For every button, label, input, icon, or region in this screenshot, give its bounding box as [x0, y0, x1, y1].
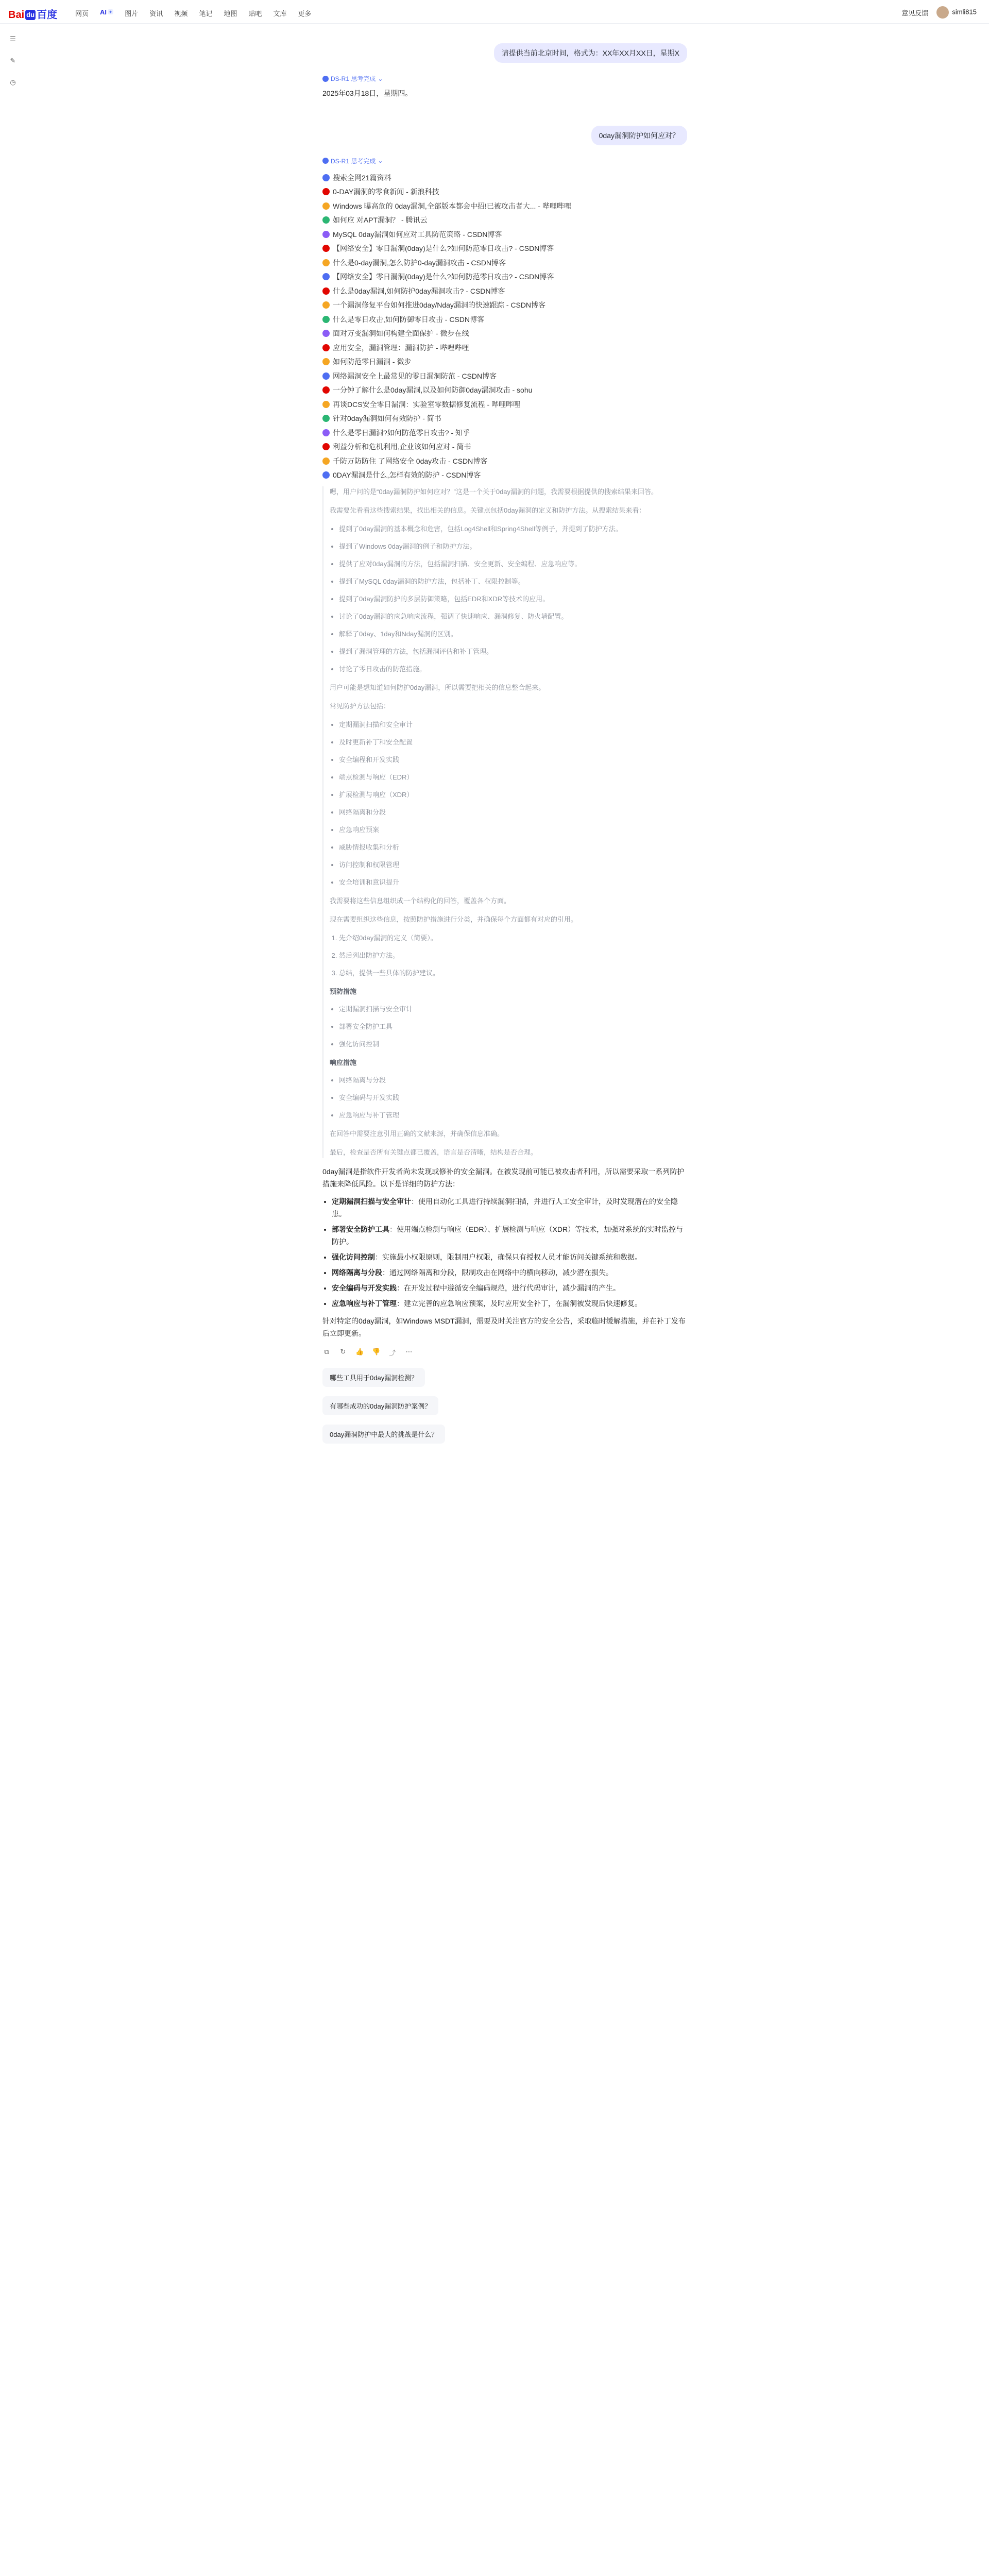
thinking-bullet: • 定期漏洞扫描与安全审计 — [339, 1004, 687, 1015]
thinking-step: 1. 先介绍0day漏洞的定义（简要）。 — [339, 933, 687, 944]
thinking-bullet: • 强化访问控制 — [339, 1039, 687, 1050]
reference-item[interactable] — [322, 440, 687, 454]
source-icon — [322, 216, 330, 224]
reference-item[interactable] — [322, 171, 687, 185]
reference-item[interactable] — [322, 284, 687, 298]
thinking-steps — [339, 933, 687, 979]
source-icon — [322, 174, 330, 181]
deepseek-icon — [322, 158, 329, 164]
reference-title: MySQL 0day漏洞如何应对工具防范策略 - CSDN博客 — [333, 230, 502, 239]
message-actions — [322, 1348, 687, 1358]
tab-web[interactable]: 网页 — [75, 10, 89, 18]
user-menu[interactable]: simli815 — [936, 6, 977, 19]
thinking-subheading: 响应措施 — [330, 1059, 357, 1066]
answer-item: • 强化访问控制：实施最小权限原则，限制用户权限，确保只有授权人员才能访问关键系统和数据。 — [332, 1251, 687, 1263]
reference-title: 如何防范零日漏洞 - 微步 — [333, 358, 412, 366]
source-icon — [322, 401, 330, 408]
avatar — [936, 6, 949, 19]
reference-item[interactable] — [322, 298, 687, 313]
thinking-bullet: • 访问控制和权限管理 — [339, 859, 687, 871]
answer-list — [332, 1195, 687, 1310]
reference-item[interactable] — [322, 327, 687, 341]
reference-title: 千防万防防住 了网络安全 0day攻击 - CSDN博客 — [333, 456, 488, 465]
reference-title: 利益分析和危机利用,企业该如何应对 - 简书 — [333, 443, 471, 451]
thinking-bullet: • 提到了0day漏洞防护的多层防御策略，包括EDR和XDR等技术的应用。 — [339, 594, 687, 605]
thinking-bullet: • 提到了漏洞管理的方法，包括漏洞评估和补丁管理。 — [339, 646, 687, 657]
reference-item[interactable] — [322, 355, 687, 369]
source-icon — [322, 301, 330, 309]
thinking-bullet: • 提供了应对0day漏洞的方法，包括漏洞扫描、安全更新、安全编程、应急响应等。 — [339, 558, 687, 570]
top-right — [901, 6, 977, 19]
source-icon — [322, 330, 330, 337]
reference-item[interactable] — [322, 426, 687, 440]
thinking-text: 常见防护方法包括： — [330, 702, 390, 710]
reference-item[interactable] — [322, 454, 687, 468]
reference-title: 什么是零日漏洞?如何防范零日攻击? - 知乎 — [333, 428, 470, 437]
reference-title: 如何应 对APT漏洞？ - 腾讯云 — [333, 216, 428, 225]
thinking-text: 我需要将这些信息组织成一个结构化的回答，覆盖各个方面。 — [330, 897, 511, 905]
source-icon — [322, 202, 330, 210]
answer-item-title: 应急响应与补丁管理 — [332, 1299, 397, 1308]
answer-item-title: 网络隔离与分段 — [332, 1268, 382, 1277]
source-icon — [322, 259, 330, 266]
thinking-bullet: • 提到了0day漏洞的基本概念和危害，包括Log4Shell和Spring4Shell等例子，并提到了防护方法。 — [339, 523, 687, 535]
sidebar — [0, 24, 23, 127]
reference-title: 0-DAY漏洞的零食新闻 - 新浪科技 — [333, 188, 439, 196]
answer-item-title: 定期漏洞扫描与安全审计 — [332, 1197, 411, 1206]
reference-title: 什么是零日攻击,如何防御零日攻击 - CSDN博客 — [333, 315, 484, 324]
suggested-question[interactable]: 哪些工具用于0day漏洞检测？ — [322, 1368, 425, 1387]
thinking-bullet: • 扩展检测与响应（XDR） — [339, 789, 687, 801]
thinking-bullet: • 解释了0day、1day和Nday漏洞的区别。 — [339, 629, 687, 640]
thinking-bullet: • 讨论了零日攻击的防范措施。 — [339, 664, 687, 675]
thinking-bullet: • 提到了Windows 0day漏洞的例子和防护方法。 — [339, 541, 687, 552]
reference-title: 什么是0-day漏洞,怎么防护0-day漏洞攻击 - CSDN博客 — [333, 258, 506, 267]
thinking-text: 我需要先看看这些搜索结果，找出相关的信息。关键点包括0day漏洞的定义和防护方法。从搜索结果来看： — [330, 506, 646, 514]
answer-item-text: 在开发过程中遵循安全编码规范，进行代码审计，减少漏洞的产生。 — [404, 1284, 620, 1292]
thinking-text: 现在需要组织这些信息，按照防护措施进行分类，并确保每个方面都有对应的引用。 — [330, 916, 578, 923]
reference-title: 【网络安全】零日漏洞(0day)是什么?如何防范零日攻击? - CSDN博客 — [333, 244, 554, 253]
answer-item-text: 实施最小权限原则，限制用户权限，确保只有授权人员才能访问关键系统和数据。 — [382, 1253, 642, 1261]
chevron-down-icon: ⌄ — [378, 157, 383, 164]
thinking-process — [322, 486, 687, 1158]
source-icon — [322, 386, 330, 394]
tab-news[interactable]: 资讯 — [149, 10, 163, 18]
thinking-step: 2. 然后列出防护方法。 — [339, 950, 687, 961]
nav-tabs — [75, 8, 311, 18]
answer-item-title: 部署安全防护工具 — [332, 1225, 389, 1233]
dislike-icon[interactable]: 👎 — [372, 1348, 381, 1355]
source-icon — [322, 287, 330, 295]
reference-item[interactable] — [322, 383, 687, 398]
user-message: 0day漏洞防护如何应对？ — [591, 126, 687, 145]
tab-notes[interactable]: 笔记 — [199, 10, 213, 18]
thinking-list — [339, 523, 687, 675]
thinking-step: 3. 总结，提供一些具体的防护建议。 — [339, 968, 687, 979]
source-icon — [322, 358, 330, 365]
source-icon — [322, 245, 330, 252]
reference-item[interactable] — [322, 412, 687, 426]
assistant-message: 2025年03月18日，星期四。 — [322, 89, 413, 97]
model-status[interactable]: DS-R1 思考完成 ⌄ — [322, 157, 383, 165]
tab-images[interactable]: 图片 — [125, 10, 139, 18]
tab-ai[interactable]: AI + — [100, 8, 113, 18]
source-icon — [322, 273, 330, 280]
thinking-bullet: • 网络隔离与分段 — [339, 1075, 687, 1086]
thinking-text: 嗯，用户问的是“0day漏洞防护如何应对？”这是一个关于0day漏洞的问题，我需要根据提供的搜索结果来回答。 — [330, 488, 658, 496]
thinking-list — [339, 1004, 687, 1050]
reference-item[interactable] — [322, 341, 687, 355]
thinking-bullet: • 端点检测与响应（EDR） — [339, 772, 687, 783]
reference-list — [322, 171, 687, 482]
thinking-bullet: • 应急响应与补丁管理 — [339, 1110, 687, 1121]
conversation — [322, 31, 687, 1453]
thinking-bullet: • 讨论了0day漏洞的应急响应流程，强调了快速响应、漏洞修复、防火墙配置。 — [339, 611, 687, 622]
thinking-bullet: • 及时更新补丁和安全配置 — [339, 737, 687, 748]
deepseek-icon — [322, 76, 329, 82]
reference-item[interactable] — [322, 185, 687, 199]
answer-item-text: 建立完善的应急响应预案，及时应用安全补丁，在漏洞被发现后快速修复。 — [404, 1299, 642, 1308]
reference-item[interactable] — [322, 468, 687, 483]
thinking-bullet: • 定期漏洞扫描和安全审计 — [339, 719, 687, 731]
reference-item[interactable] — [322, 213, 687, 228]
reference-title: 针对0day漏洞如何有效防护 - 简书 — [333, 414, 441, 423]
reference-item[interactable] — [322, 270, 687, 284]
refresh-icon[interactable]: ↻ — [340, 1348, 346, 1355]
answer-item: • 部署安全防护工具：使用端点检测与响应（EDR）、扩展检测与响应（XDR）等技术，加强对系统的实时监控与防护。 — [332, 1223, 687, 1248]
history-icon[interactable]: ◷ — [10, 78, 16, 86]
thinking-bullet: • 安全编码与开发实践 — [339, 1092, 687, 1104]
answer-item: • 定期漏洞扫描与安全审计：使用自动化工具进行持续漏洞扫描，并进行人工安全审计，及时发现潜在的安全隐患。 — [332, 1195, 687, 1220]
top-bar — [0, 0, 989, 24]
reference-title: 网络漏洞安全上最常见的零日漏洞防范 - CSDN博客 — [333, 371, 497, 380]
answer-intro: 0day漏洞是指软件开发者尚未发现或修补的安全漏洞。在被发现前可能已被攻击者利用，所以需要采取一系列防护措施来降低风险。以下是详细的防护方法： — [322, 1167, 685, 1188]
reference-title: 什么是0day漏洞,如何防护0day漏洞攻击? - CSDN博客 — [333, 286, 505, 295]
chevron-down-icon: ⌄ — [378, 75, 383, 82]
thinking-bullet: • 安全培训和意识提升 — [339, 877, 687, 888]
answer-item-title: 强化访问控制 — [332, 1253, 375, 1261]
thinking-bullet: • 威胁情报收集和分析 — [339, 842, 687, 853]
answer-item-text: 使用端点检测与响应（EDR）、扩展检测与响应（XDR）等技术，加强对系统的实时监控与防护。 — [332, 1225, 684, 1246]
reference-item[interactable] — [322, 397, 687, 412]
reference-title: 一分钟了解什么是0day漏洞,以及如何防御0day漏洞攻击 - sohu — [333, 386, 533, 395]
model-status[interactable]: DS-R1 思考完成 ⌄ — [322, 74, 383, 83]
new-chat-icon[interactable]: ✎ — [10, 57, 16, 64]
thinking-text: 用户可能是想知道如何防护0day漏洞，所以需要把相关的信息整合起来。 — [330, 684, 545, 691]
answer-item-text: 通过网络隔离和分段，限制攻击在网络中的横向移动，减少潜在损失。 — [389, 1268, 613, 1277]
reference-title: 0DAY漏洞是什么,怎样有效的防护 - CSDN博客 — [333, 471, 481, 480]
more-icon[interactable]: ⋯ — [405, 1348, 413, 1355]
sidebar-toggle-icon[interactable]: ☰ — [10, 35, 16, 43]
answer-item-title: 安全编码与开发实践 — [332, 1284, 397, 1292]
thinking-bullet: • 提到了MySQL 0day漏洞的防护方法，包括补丁、权限控制等。 — [339, 576, 687, 587]
reference-item[interactable] — [322, 199, 687, 213]
thinking-bullet: • 部署安全防护工具 — [339, 1021, 687, 1032]
answer-item: • 应急响应与补丁管理：建立完善的应急响应预案，及时应用安全补丁，在漏洞被发现后快速修复。 — [332, 1297, 687, 1310]
feedback-link[interactable]: 意见反馈 — [901, 9, 929, 17]
answer-item: • 网络隔离与分段：通过网络隔离和分段，限制攻击在网络中的横向移动，减少潜在损失。 — [332, 1266, 687, 1279]
tab-more[interactable]: 更多 — [298, 10, 312, 18]
suggestion-list — [322, 1368, 687, 1444]
thinking-subheading: 预防措施 — [330, 988, 357, 995]
reference-title: 再谈DCS安全零日漏洞：实验室零数据修复流程 - 哔哩哔哩 — [333, 400, 520, 409]
source-icon — [322, 457, 330, 465]
answer-closing: 针对特定的0day漏洞，如Windows MSDT漏洞，需要及时关注官方的安全公告，采取临时缓解措施，并在补丁发布后立即更新。 — [322, 1317, 686, 1337]
ai-badge: + — [108, 9, 113, 14]
reference-item[interactable] — [322, 369, 687, 383]
thinking-bullet: • 应急响应预案 — [339, 824, 687, 836]
baidu-logo[interactable]: Bai du 百度 — [8, 9, 58, 21]
source-icon — [322, 188, 330, 195]
source-icon — [322, 231, 330, 238]
reference-item[interactable] — [322, 312, 687, 327]
tab-map[interactable]: 地图 — [224, 10, 237, 18]
answer-item: • 安全编码与开发实践：在开发过程中遵循安全编码规范，进行代码审计，减少漏洞的产生。 — [332, 1282, 687, 1294]
source-icon — [322, 415, 330, 422]
share-icon[interactable]: ⤴ — [389, 1349, 396, 1357]
assistant-answer — [322, 1165, 687, 1340]
thinking-text: 在回答中需要注意引用正确的文献来源，并确保信息准确。 — [330, 1130, 504, 1138]
answer-item-text: 使用自动化工具进行持续漏洞扫描，并进行人工安全审计，及时发现潜在的安全隐患。 — [332, 1197, 678, 1218]
reference-title: 【网络安全】零日漏洞(0day)是什么?如何防范零日攻击? - CSDN博客 — [333, 273, 554, 281]
suggested-question[interactable]: 有哪些成功的0day漏洞防护案例？ — [322, 1396, 438, 1415]
source-icon — [322, 372, 330, 380]
user-message: 请提供当前北京时间，格式为：XX年XX月XX日，星期X — [494, 43, 687, 63]
suggested-question[interactable]: 0day漏洞防护中最大的挑战是什么？ — [322, 1425, 445, 1444]
source-icon — [322, 429, 330, 436]
reference-title: Windows 曝高危的 0day漏洞,全部版本都会中招!已被攻击者大... - 哔哩哔哩 — [333, 201, 571, 210]
reference-item[interactable] — [322, 227, 687, 242]
tab-video[interactable]: 视频 — [174, 10, 188, 18]
reference-title: 搜索全网21篇资料 — [333, 173, 391, 182]
thinking-text: 最后，检查是否所有关键点都已覆盖，语言是否清晰，结构是否合理。 — [330, 1148, 538, 1156]
thinking-list — [339, 1075, 687, 1121]
thinking-bullet: • 网络隔离和分段 — [339, 807, 687, 818]
source-icon — [322, 316, 330, 323]
source-icon — [322, 443, 330, 450]
source-icon — [322, 344, 330, 351]
reference-item[interactable] — [322, 242, 687, 256]
reference-title: 面对万变漏洞如何构建全面保护 - 微步在线 — [333, 329, 469, 338]
reference-item[interactable] — [322, 256, 687, 270]
thinking-list — [339, 719, 687, 888]
reference-title: 应用安全，漏洞管理：漏洞防护 - 哔哩哔哩 — [333, 343, 469, 352]
like-icon[interactable]: 👍 — [355, 1348, 364, 1355]
tab-wenku[interactable]: 文库 — [273, 10, 287, 18]
tab-tieba[interactable]: 贴吧 — [248, 10, 262, 18]
reference-title: 一个漏洞修复平台如何推进0day/Nday漏洞的快速跟踪 - CSDN博客 — [333, 301, 546, 310]
copy-icon[interactable]: ⧉ — [324, 1348, 329, 1355]
thinking-bullet: • 安全编程和开发实践 — [339, 754, 687, 766]
source-icon — [322, 471, 330, 479]
